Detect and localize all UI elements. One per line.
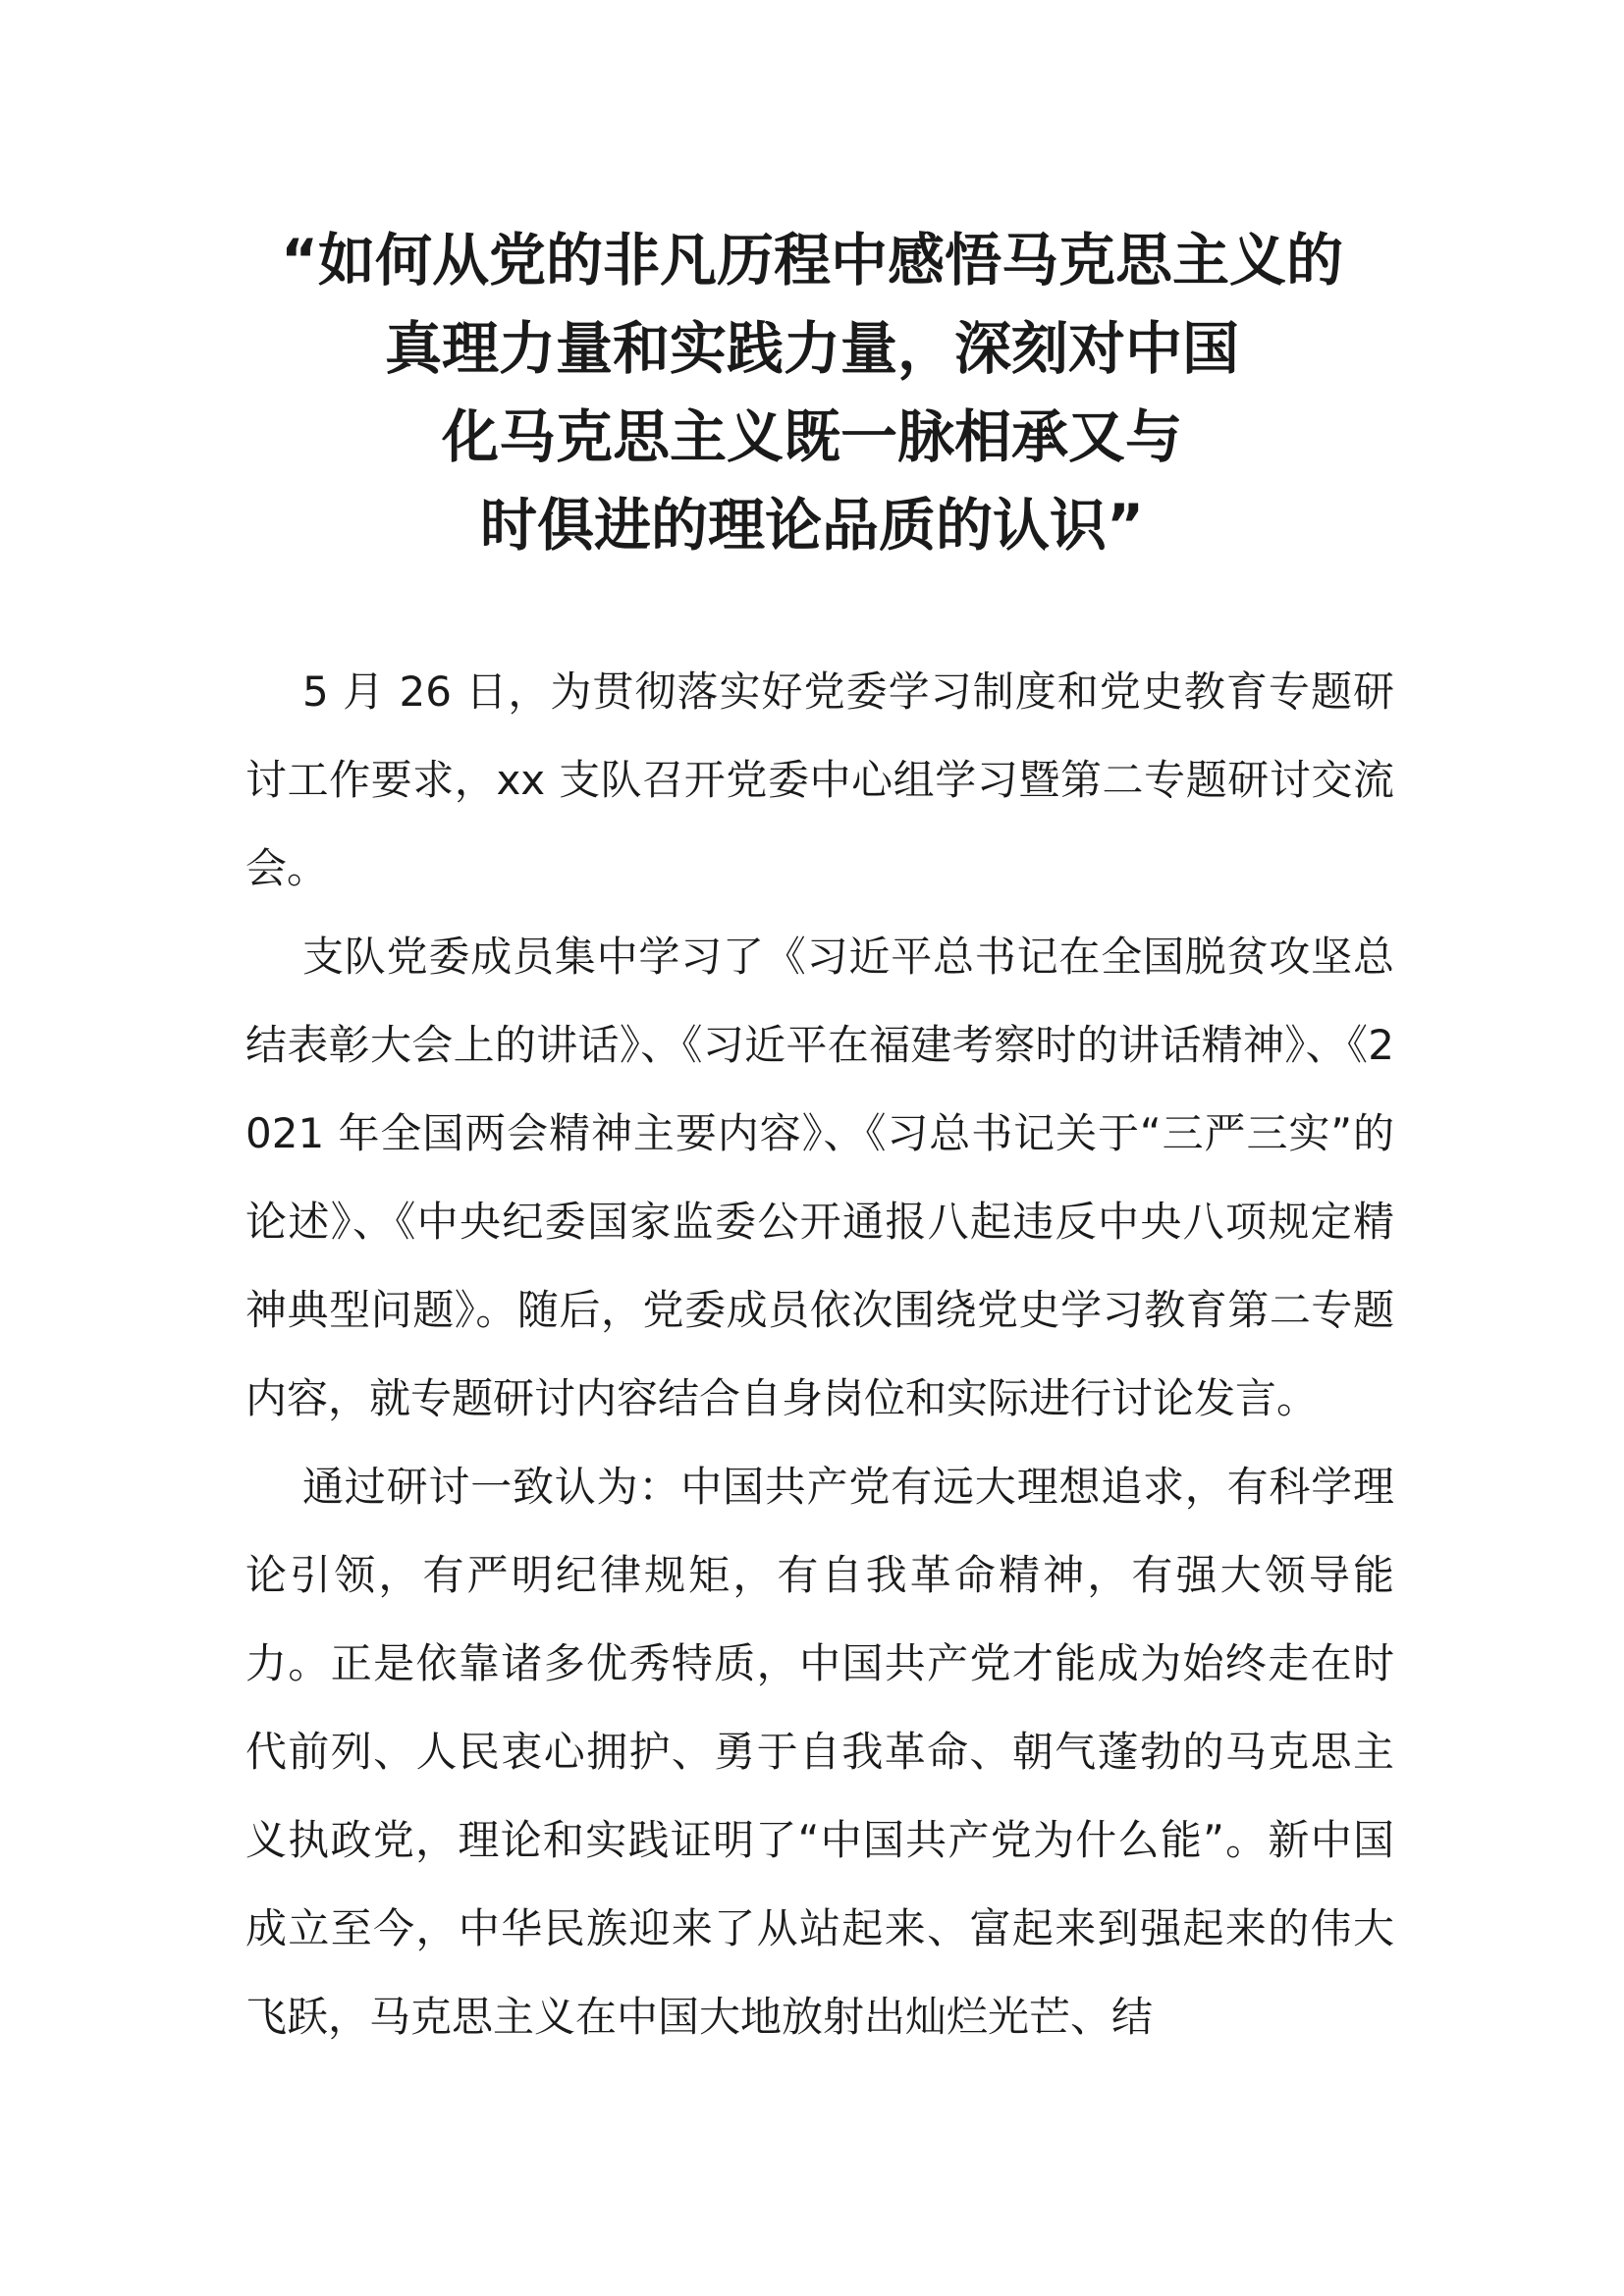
paragraph-meeting-intro: 5 月 26 日，为贯彻落实好党委学习制度和党史教育专题研讨工作要求，xx 支队召开党委中心组学习暨第二专题研讨交流会。 [245,667,1394,892]
document-title [196,216,1428,569]
document-body [245,648,1394,2061]
title-line-1: “如何从党的非凡历程中感悟马克思主义的 [280,227,1344,294]
paragraph-study-content: 支队党委成员集中学习了《习近平总书记在全国脱贫攻坚总结表彰大会上的讲话》、《习近平在福建考察时的讲话精神》、《2021 年全国两会精神主要内容》、《习总书记关于“三严三实”的论述》、《中央纪委国家监委公开通报八起违反中央八项规定精神典型问题》。随后，党委成员依次围绕党史学习教育第二专题内容，就专题研讨内容结合自身岗位和实际进行讨论发言。 [245,933,1394,1422]
title-line-3: 化马克思主义既一脉相承又与 [441,403,1182,470]
title-line-4: 时俱进的理论品质的认识” [479,492,1145,559]
paragraph-discussion-conclusion: 通过研讨一致认为：中国共产党有远大理想追求，有科学理论引领，有严明纪律规矩，有自我革命精神，有强大领导能力。正是依靠诸多优秀特质，中国共产党才能成为始终走在时代前列、人民衷心拥护、勇于自我革命、朝气蓬勃的马克思主义执政党，理论和实践证明了“中国共产党为什么能”。新中国成立至今，中华民族迎来了从站起来、富起来到强起来的伟大飞跃，马克思主义在中国大地放射出灿烂光芒、结 [245,1463,1394,2041]
title-line-2: 真理力量和实践力量，深刻对中国 [384,315,1239,382]
